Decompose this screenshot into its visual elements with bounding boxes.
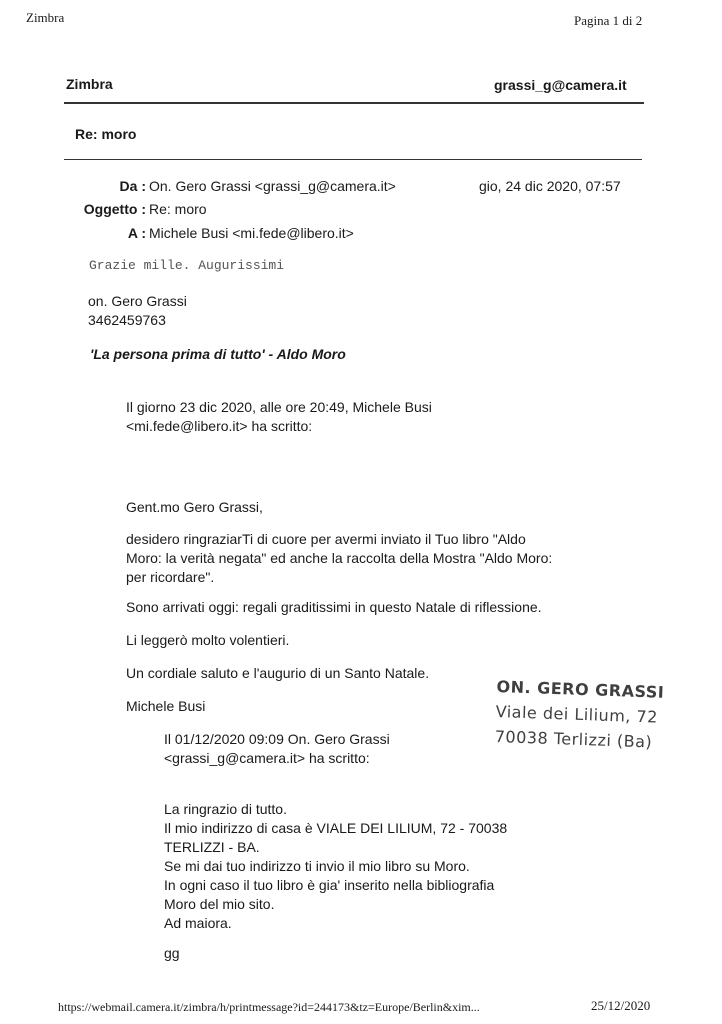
quoted2-line: La ringrazio di tutto. [164, 801, 287, 817]
stamp-city: 70038 Terlizzi (Ba) [494, 726, 653, 752]
to-value: Michele Busi <mi.fede@libero.it> [149, 225, 354, 241]
quoted2-line: Ad maiora. [164, 915, 232, 931]
quoted1-intro-line2: <mi.fede@libero.it> ha scritto: [126, 418, 313, 434]
quoted1-para1-line1: desidero ringraziarTi di cuore per avermi inviato il Tuo libro "Aldo [126, 531, 526, 547]
subject-value: Re: moro [149, 201, 207, 217]
quoted1-para2: Sono arrivati oggi: regali graditissimi in questo Natale di riflessione. [126, 599, 542, 615]
quoted1-intro-line1: Il giorno 23 dic 2020, alle ore 20:49, Michele Busi [126, 399, 432, 415]
signature-quote: 'La persona prima di tutto' - Aldo Moro [90, 346, 346, 362]
stamp-street: Viale dei Lilium, 72 [495, 701, 659, 727]
quoted1-para3: Li leggerò molto volentieri. [126, 632, 290, 648]
account-email: grassi_g@camera.it [494, 77, 627, 93]
address-stamp [494, 674, 664, 755]
quoted2-line: Il mio indirizzo di casa è VIALE DEI LILIUM, 72 - 70038 [164, 820, 508, 836]
subject-label: Oggetto : [83, 201, 146, 217]
print-footer-date: 25/12/2020 [591, 998, 651, 1013]
app-name: Zimbra [66, 76, 113, 92]
quoted1-salutation: Gent.mo Gero Grassi, [126, 499, 263, 515]
print-footer-url: https://webmail.camera.it/zimbra/h/printmessage?id=244173&tz=Europe/Berlin&xim... [58, 1000, 480, 1014]
quoted2-line: TERLIZZI - BA. [164, 839, 260, 855]
header-divider [64, 102, 644, 104]
quoted2-intro-line2: <grassi_g@camera.it> ha scritto: [164, 750, 370, 766]
subject-divider [64, 159, 642, 160]
quoted1-para1-line3: per ricordare". [126, 569, 215, 585]
quoted2-line: Se mi dai tuo indirizzo ti invio il mio libro su Moro. [164, 858, 470, 874]
print-header-page: Pagina 1 di 2 [574, 13, 643, 28]
signature-phone: 3462459763 [88, 312, 166, 328]
print-header-app: Zimbra [26, 10, 65, 25]
quoted1-para4: Un cordiale saluto e l'augurio di un Santo Natale. [126, 665, 430, 681]
from-value: On. Gero Grassi <grassi_g@camera.it> [149, 178, 396, 194]
quoted2-line: In ogni caso il tuo libro è gia' inserito nella bibliografia [164, 877, 495, 893]
quoted1-para1-line2: Moro: la verità negata" ed anche la raccolta della Mostra "Aldo Moro: [126, 550, 553, 566]
message-date: gio, 24 dic 2020, 07:57 [479, 178, 621, 194]
message-subject-title: Re: moro [75, 126, 137, 142]
quoted2-intro-line1: Il 01/12/2020 09:09 On. Gero Grassi [164, 731, 390, 747]
stamp-name: ON. GERO GRASSI [496, 676, 665, 702]
quoted1-signature: Michele Busi [126, 698, 206, 714]
quoted2-signoff: gg [164, 945, 180, 961]
to-label: A : [127, 225, 146, 241]
quoted2-line: Moro del mio sito. [164, 896, 275, 912]
from-label: Da : [119, 178, 146, 194]
signature-name: on. Gero Grassi [88, 293, 187, 309]
reply-greeting: Grazie mille. Augurissimi [89, 258, 285, 273]
